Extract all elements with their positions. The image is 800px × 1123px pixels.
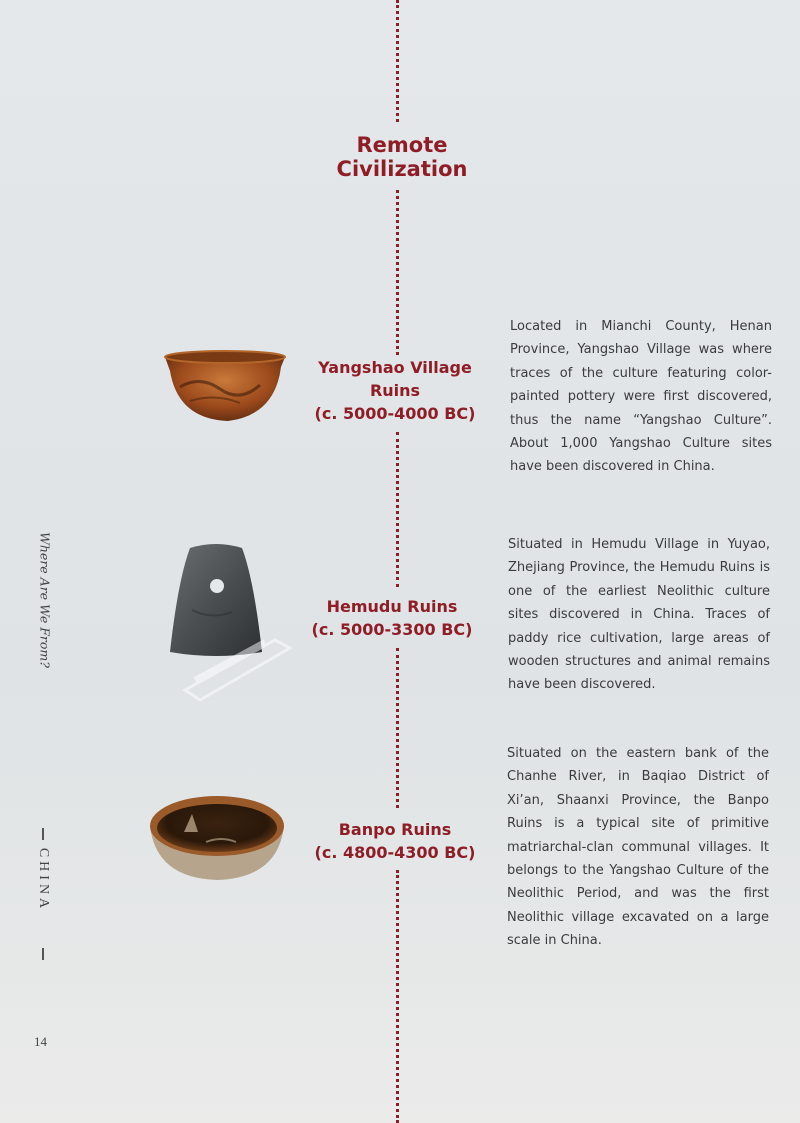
section-divider xyxy=(42,828,44,840)
site-title-line: Hemudu Ruins xyxy=(326,597,458,616)
page-heading-line2: Civilization xyxy=(336,157,468,181)
timeline-line-top xyxy=(396,0,399,122)
site-description-banpo: Situated on the eastern bank of the Chanhe River, in Baqiao District of Xi’an, Shaanxi Province, the Banpo Ruins is a typical site of primitive matriarchal-clan communal villages. It belongs to the Yangshao Culture of the Neolithic Period, and was the first Neolithic village excavated on a large scale in China. xyxy=(507,746,769,949)
site-date: (c. 4800-4300 BC) xyxy=(314,843,476,862)
page-number: 14 xyxy=(34,1034,47,1049)
site-title-yangshao xyxy=(305,356,485,425)
site-title-banpo xyxy=(305,818,485,864)
pottery-bowl-icon xyxy=(160,345,290,427)
section-divider xyxy=(42,948,44,960)
site-description-yangshao: Located in Mianchi County, Henan Province, Yangshao Village was where traces of the culture featuring color-painted pottery were first discovered, thus the name “Yangshao Culture”. About 1,000 Yangshao Culture sites have been discovered in China. xyxy=(510,319,772,475)
timeline-line-segment xyxy=(396,648,399,808)
running-section-label: CHINA xyxy=(36,847,51,913)
site-date: (c. 5000-3300 BC) xyxy=(311,620,473,639)
site-description-hemudu: Situated in Hemudu Village in Yuyao, Zhejiang Province, the Hemudu Ruins is one of the earliest Neolithic culture sites discovered in China. Traces of paddy rice cultivation, large areas of wooden structures and animal remains have been discovered. xyxy=(508,537,770,693)
timeline-line-segment xyxy=(396,190,399,355)
page-heading-line1: Remote xyxy=(356,133,448,157)
watermark-logo-icon xyxy=(180,620,300,710)
site-date: (c. 5000-4000 BC) xyxy=(314,404,476,423)
page-heading xyxy=(300,133,504,181)
site-title-hemudu xyxy=(302,595,482,641)
painted-basin-icon xyxy=(146,792,288,884)
site-title-line: Ruins xyxy=(369,381,421,400)
timeline-line-bottom xyxy=(396,870,399,1123)
running-book-title: Where Are We From? xyxy=(37,532,53,668)
site-title-line: Yangshao Village xyxy=(318,358,472,377)
site-title-line: Banpo Ruins xyxy=(338,820,452,839)
timeline-line-segment xyxy=(396,432,399,587)
